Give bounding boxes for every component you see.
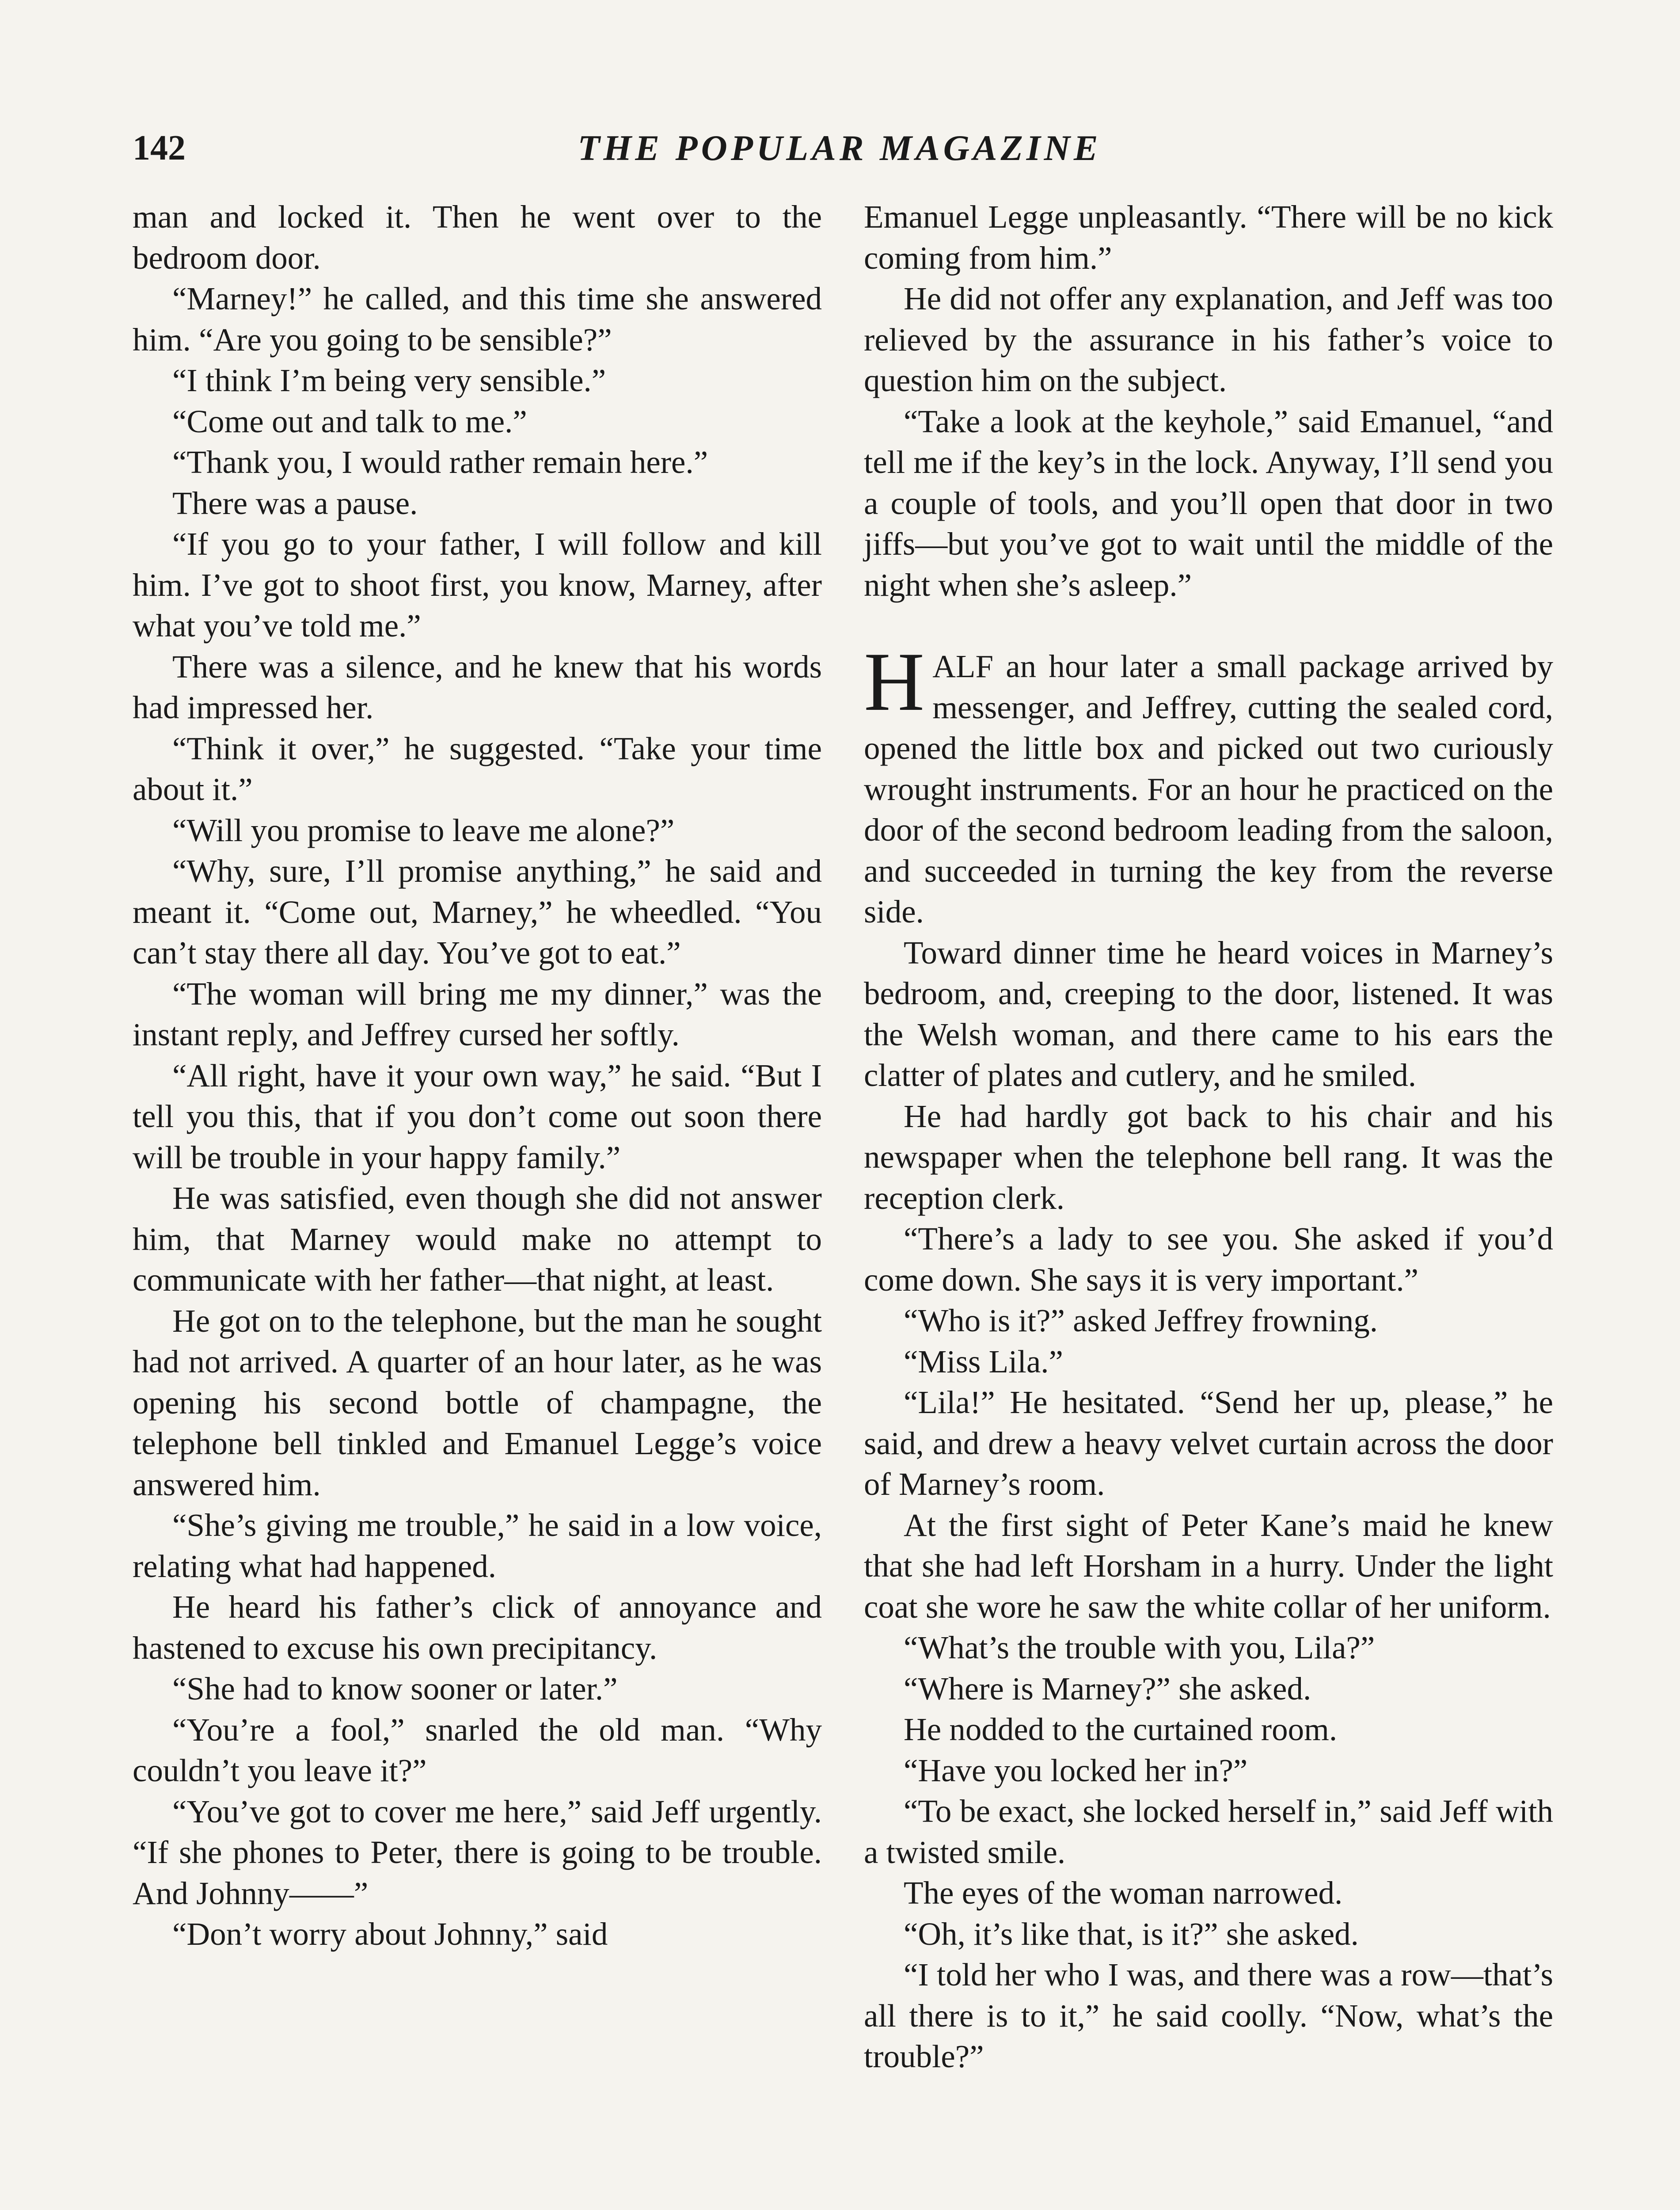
paragraph: There was a pause. <box>172 485 418 521</box>
paragraph: “Thank you, I would rather remain here.” <box>172 444 708 480</box>
right-text-column <box>864 197 1553 2077</box>
paragraph: “Lila!” He hesitated. “Send her up, please,” he said, and drew a heavy velvet curtain across the door of Marney’s room. <box>864 1384 1553 1502</box>
paragraph: He nodded to the curtained room. <box>904 1711 1338 1747</box>
paragraph: “All right, have it your own way,” he said. “But I tell you this, that if you don’t come out soon there will be trouble in your happy family.” <box>133 1057 822 1175</box>
paragraph: “Have you locked her in?” <box>904 1752 1248 1788</box>
paragraph: “There’s a lady to see you. She asked if you’d come down. She says it is very important.” <box>864 1221 1553 1298</box>
paragraph: “To be exact, she locked herself in,” said Jeff with a twisted smile. <box>864 1793 1553 1870</box>
paragraph: “You’re a fool,” snarled the old man. “Why couldn’t you leave it?” <box>133 1711 822 1788</box>
magazine-title: THE POPULAR MAGAZINE <box>578 128 1102 168</box>
page-header <box>133 119 1547 177</box>
paragraph: “Why, sure, I’ll promise anything,” he said and meant it. “Come out, Marney,” he wheedled. “You can’t stay there all day. You’ve got to eat.” <box>133 853 822 971</box>
paragraph: “She’s giving me trouble,” he said in a low voice, relating what had happened. <box>133 1507 822 1584</box>
drop-cap: H <box>864 636 925 728</box>
paragraph: At the first sight of Peter Kane’s maid he knew that she had left Horsham in a hurry. Under the light coat she wore he saw the white collar of her uniform. <box>864 1507 1553 1625</box>
section-break <box>864 606 1553 646</box>
paragraph: “Marney!” he called, and this time she answered him. “Are you going to be sensible?” <box>133 281 822 358</box>
paragraph: “I told her who I was, and there was a row—that’s all there is to it,” he said coolly. “Now, what’s the trouble?” <box>864 1957 1553 2074</box>
paragraph: He did not offer any explanation, and Jeff was too relieved by the assurance in his father’s voice to question him on the subject. <box>864 281 1553 398</box>
paragraph: He heard his father’s click of annoyance and hastened to excuse his own precipitancy. <box>133 1589 822 1666</box>
paragraph: “She had to know sooner or later.” <box>172 1671 618 1707</box>
paragraph: Emanuel Legge unpleasantly. “There will be no kick coming from him.” <box>864 199 1553 276</box>
paragraph: “Where is Marney?” she asked. <box>904 1670 1311 1707</box>
left-text-column <box>133 197 822 1955</box>
small-caps-lead: ALF <box>932 648 994 684</box>
paragraph: “You’ve got to cover me here,” said Jeff urgently. “If she phones to Peter, there is going to be trouble. And Johnny——” <box>133 1793 822 1911</box>
paragraph: “Come out and talk to me.” <box>172 403 527 439</box>
paragraph: He got on to the telephone, but the man he sought had not arrived. A quarter of an hour later, as he was opening his second bottle of champagne, the telephone bell tinkled and Emanuel Legge’s voice answered him. <box>133 1303 822 1502</box>
right-column-part-1 <box>864 197 1553 606</box>
paragraph: man and locked it. Then he went over to the bedroom door. <box>133 199 822 276</box>
paragraph: He had hardly got back to his chair and his newspaper when the telephone bell rang. It was the reception clerk. <box>864 1098 1553 1216</box>
section-start-paragraph <box>864 636 1553 933</box>
paragraph: “Oh, it’s like that, is it?” she asked. <box>904 1916 1359 1952</box>
paragraph: “Miss Lila.” <box>904 1343 1063 1379</box>
paragraph: “Will you promise to leave me alone?” <box>172 812 675 848</box>
right-column-part-2 <box>864 933 1553 2077</box>
paragraph: “What’s the trouble with you, Lila?” <box>904 1630 1375 1665</box>
paragraph: There was a silence, and he knew that his words had impressed her. <box>133 648 822 725</box>
paragraph: “Who is it?” asked Jeffrey frowning. <box>904 1303 1378 1338</box>
paragraph: He was satisfied, even though she did not answer him, that Marney would make no attempt to communicate with her father—that night, at least. <box>133 1180 822 1298</box>
paragraph: “If you go to your father, I will follow and kill him. I’ve got to shoot first, you know, Marney, after what you’ve told me.” <box>133 526 822 644</box>
paragraph: “Think it over,” he suggested. “Take your time about it.” <box>133 730 822 807</box>
paragraph: Toward dinner time he heard voices in Marney’s bedroom, and, creeping to the door, listened. It was the Welsh woman, and there came to his ears the clatter of plates and cutlery, and he smiled. <box>864 934 1553 1093</box>
paragraph: “The woman will bring me my dinner,” was the instant reply, and Jeffrey cursed her softly. <box>133 975 822 1052</box>
paragraph: The eyes of the woman narrowed. <box>904 1875 1343 1911</box>
paragraph: “Take a look at the keyhole,” said Emanuel, “and tell me if the key’s in the lock. Anyway, I’ll send you a couple of tools, and you’ll open that door in two jiffs—but you’ve got to wait until the middle of the night when she’s asleep.” <box>864 403 1553 603</box>
page-number: 142 <box>133 129 186 168</box>
section-start-text: an hour later a small package arrived by messenger, and Jeffrey, cutting the sealed cord, opened the little box and picked out two curiously wrought instruments. For an hour he practiced on the door of the second bedroom leading from the saloon, and succeeded in turning the key from the reverse side. <box>864 648 1553 930</box>
paragraph: “I think I’m being very sensible.” <box>172 362 606 398</box>
paragraph: “Don’t worry about Johnny,” said <box>172 1916 608 1952</box>
